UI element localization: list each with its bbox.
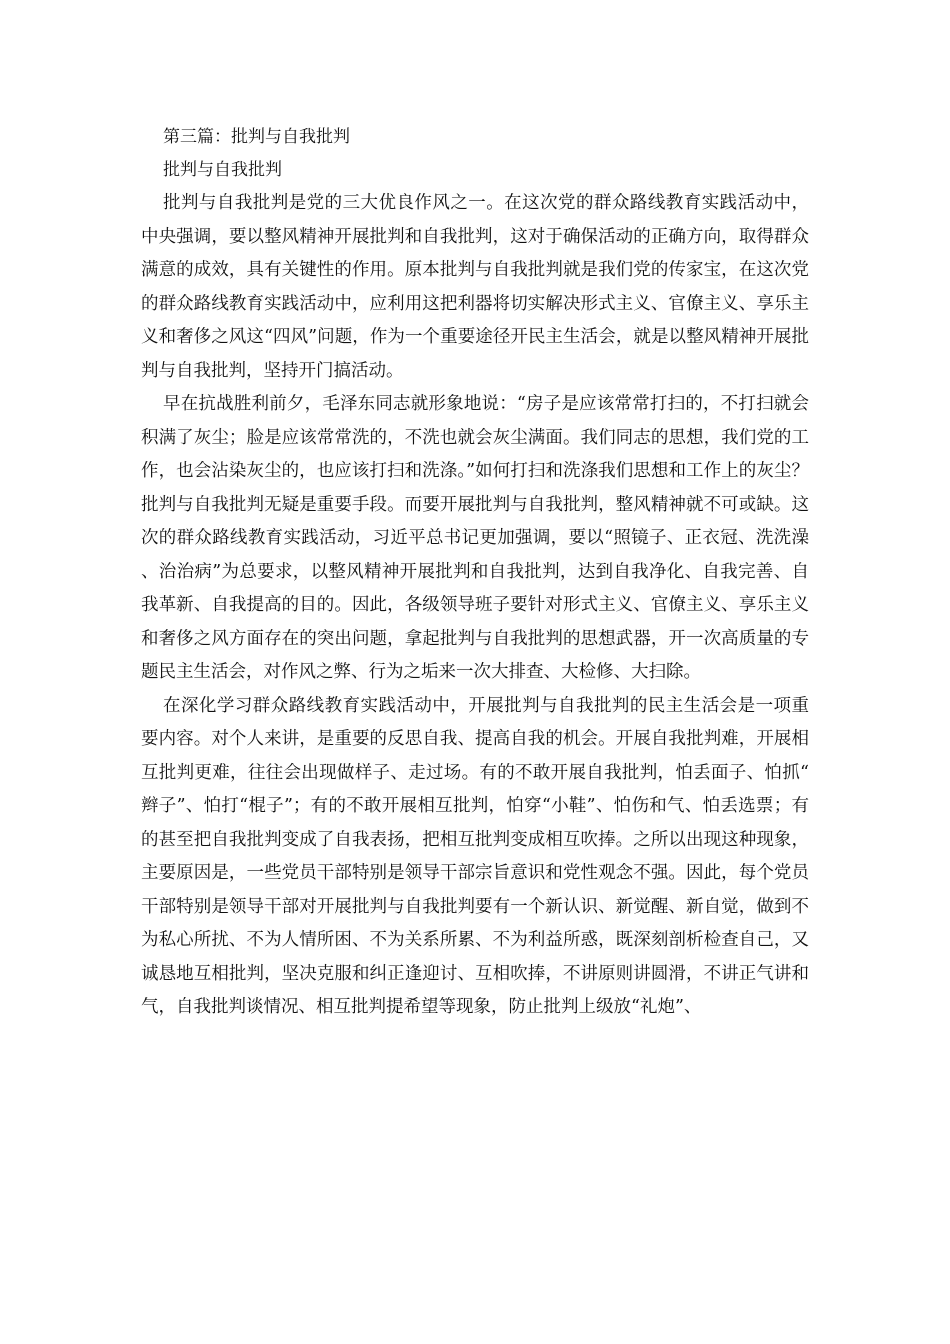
document-body [141, 121, 809, 1025]
chapter-title: 第三篇：批判与自我批判 [163, 127, 350, 147]
paragraph: 在深化学习群众路线教育实践活动中，开展批判与自我批判的民主生活会是一项重要内容。对个人来讲，是重要的反思自我、提高自我的机会。开展自我批判难，开展相互批判更难，往往会出现做样子、走过场。有的不敢开展自我批判，怕丢面子、怕抓“辫子”、怕打“棍子”；有的不敢开展相互批判，怕穿“小鞋”、怕伤和气、怕丢选票；有的甚至把自我批判变成了自我表扬，把相互批判变成相互吹捧。之所以出现这种现象，主要原因是，一些党员干部特别是领导干部宗旨意识和党性观念不强。因此，每个党员干部特别是领导干部对开展批判与自我批判要有一个新认识、新觉醒、新自觉，做到不为私心所扰、不为人情所困、不为关系所累、不为利益所惑，既深刻剖析检查自己，又诚恳地互相批判，坚决克服和纠正逢迎讨、互相吹捧，不讲原则讲圆滑，不讲正气讲和气，自我批判谈情况、相互批判提希望等现象，防止批判上级放“礼炮”、 [141, 695, 809, 1017]
paragraph: 批判与自我批判是党的三大优良作风之一。在这次党的群众路线教育实践活动中，中央强调，要以整风精神开展批判和自我批判，这对于确保活动的正确方向，取得群众满意的成效，具有关键性的作用。原本批判与自我批判就是我们党的传家宝，在这次党的群众路线教育实践活动中，应利用这把利器将切实解决形式主义、官僚主义、享乐主义和奢侈之风这“四风”问题，作为一个重要途径开民主生活会，就是以整风精神开展批判与自我批判，坚持开门搞活动。 [141, 193, 809, 381]
paragraph: 早在抗战胜利前夕，毛泽东同志就形象地说：“房子是应该常常打扫的，不打扫就会积满了灰尘；脸是应该常常洗的，不洗也就会灰尘满面。我们同志的思想，我们党的工作，也会沾染灰尘的，也应该打扫和洗涤。”如何打扫和洗涤我们思想和工作上的灰尘？批判与自我批判无疑是重要手段。而要开展批判与自我批判，整风精神就不可或缺。这次的群众路线教育实践活动，习近平总书记更加强调，要以“照镜子、正衣冠、洗洗澡、治治病”为总要求，以整风精神开展批判和自我批判，达到自我净化、自我完善、自我革新、自我提高的目的。因此，各级领导班子要针对形式主义、官僚主义、享乐主义和奢侈之风方面存在的突出问题，拿起批判与自我批判的思想武器，开一次高质量的专题民主生活会，对作风之弊、行为之垢来一次大排查、大检修、大扫除。 [141, 394, 809, 682]
article-title: 批判与自我批判 [163, 160, 282, 180]
